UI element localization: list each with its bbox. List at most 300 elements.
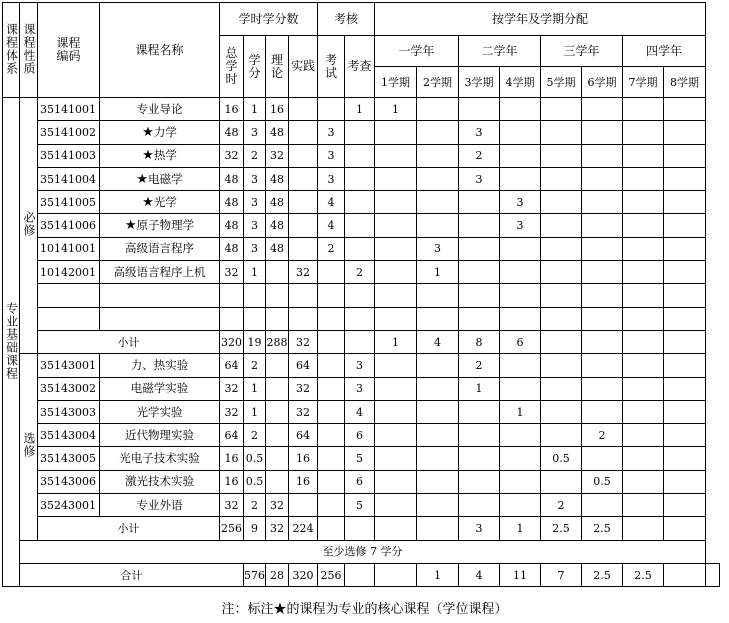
total-hours: 16 <box>220 470 244 493</box>
blank-cell <box>289 307 318 330</box>
check-term: 2 <box>345 261 375 284</box>
practice-hours: 32 <box>289 377 318 400</box>
subtotal-term-7 <box>623 330 664 353</box>
course-term-8 <box>664 214 706 237</box>
course-term-7 <box>623 494 664 517</box>
credits: 2 <box>244 144 266 167</box>
credits: 0.5 <box>244 470 266 493</box>
course-code: 35143002 <box>38 377 100 400</box>
theory-hours: 16 <box>266 98 289 121</box>
course-name <box>100 191 220 214</box>
header-check: 考查 <box>345 36 375 98</box>
table-row <box>3 237 720 260</box>
theory-hours: 32 <box>266 144 289 167</box>
header-year-1: 一学年 <box>375 36 459 67</box>
course-term-3 <box>459 447 500 470</box>
course-term-5 <box>541 214 582 237</box>
credits: 2 <box>244 494 266 517</box>
check-term: 6 <box>345 424 375 447</box>
course-name-text: 高级语言程序 <box>125 241 194 256</box>
blank-row <box>3 284 720 307</box>
table-row <box>3 354 720 377</box>
subtotal-term-3: 8 <box>459 330 500 353</box>
course-code: 35143005 <box>38 447 100 470</box>
course-term-7 <box>623 470 664 493</box>
header-year-2: 二学年 <box>459 36 541 67</box>
table-row <box>3 191 720 214</box>
exam-term: 3 <box>318 121 345 144</box>
theory-hours <box>266 377 289 400</box>
course-term-3: 3 <box>459 121 500 144</box>
check-term: 3 <box>345 377 375 400</box>
blank-cell <box>220 307 244 330</box>
header-term-7: 7学期 <box>623 67 664 98</box>
subtotal-check <box>345 330 375 353</box>
blank-cell <box>375 284 417 307</box>
check-term <box>345 237 375 260</box>
blank-cell <box>345 284 375 307</box>
course-term-4 <box>500 144 541 167</box>
course-code: 35141004 <box>38 167 100 190</box>
total-hours: 48 <box>220 237 244 260</box>
header-assessment: 考核 <box>318 3 375 36</box>
exam-term: 3 <box>318 167 345 190</box>
table-row <box>3 144 720 167</box>
header-term-8: 8学期 <box>664 67 706 98</box>
credits: 2 <box>244 354 266 377</box>
course-name <box>100 98 220 121</box>
course-name <box>100 144 220 167</box>
exam-term <box>318 354 345 377</box>
blank-cell <box>500 307 541 330</box>
theory-hours <box>266 424 289 447</box>
course-term-6 <box>582 121 623 144</box>
course-term-8 <box>664 261 706 284</box>
course-term-6 <box>582 98 623 121</box>
practice-hours <box>289 167 318 190</box>
course-term-7 <box>623 98 664 121</box>
course-table-container <box>2 2 720 587</box>
course-term-2 <box>417 424 459 447</box>
course-term-6 <box>582 447 623 470</box>
blank-cell <box>664 284 706 307</box>
check-term <box>345 167 375 190</box>
course-term-6 <box>582 191 623 214</box>
footnote: 注：标注★的课程为专业的核心课程（学位课程） <box>221 602 508 617</box>
course-term-6 <box>582 494 623 517</box>
course-term-2 <box>417 214 459 237</box>
course-term-2 <box>417 98 459 121</box>
required-label-text: 必修 <box>22 211 36 238</box>
credits: 1 <box>244 377 266 400</box>
table-row <box>3 214 720 237</box>
course-term-5: 2 <box>541 494 582 517</box>
practice-hours <box>289 494 318 517</box>
exam-term <box>318 261 345 284</box>
course-term-8 <box>664 400 706 423</box>
header-name: 课程名称 <box>100 3 220 98</box>
total-hours: 48 <box>220 191 244 214</box>
course-name: 电磁学实验 <box>100 377 220 400</box>
header-term-3: 3学期 <box>459 67 500 98</box>
practice-hours: 64 <box>289 354 318 377</box>
course-term-8 <box>664 354 706 377</box>
course-term-3: 2 <box>459 354 500 377</box>
practice-hours: 32 <box>289 400 318 423</box>
course-term-8 <box>664 167 706 190</box>
subtotal-term-1: 1 <box>375 330 417 353</box>
header-year-3: 三学年 <box>541 36 623 67</box>
table-row <box>3 98 720 121</box>
course-code: 10142001 <box>38 261 100 284</box>
course-name: 专业外语 <box>100 494 220 517</box>
course-term-1 <box>375 191 417 214</box>
course-term-4: 3 <box>500 191 541 214</box>
course-term-1 <box>375 121 417 144</box>
course-term-1 <box>375 424 417 447</box>
check-term: 1 <box>345 98 375 121</box>
exam-term <box>318 424 345 447</box>
table-row <box>3 447 720 470</box>
course-term-4 <box>500 121 541 144</box>
subtotal-total-hours: 256 <box>220 517 244 540</box>
subtotal-label: 小计 <box>38 330 220 353</box>
grand-total-term-4: 7 <box>541 563 582 586</box>
grand-total-term-7 <box>664 563 706 586</box>
course-code: 35143003 <box>38 400 100 423</box>
course-term-5 <box>541 98 582 121</box>
header-year-4: 四学年 <box>623 36 706 67</box>
practice-hours: 64 <box>289 424 318 447</box>
subtotal-term-1 <box>375 517 417 540</box>
course-term-1 <box>375 354 417 377</box>
course-term-8 <box>664 237 706 260</box>
core-star-icon: ★ <box>136 171 149 187</box>
course-name: 力、热实验 <box>100 354 220 377</box>
course-term-8 <box>664 121 706 144</box>
course-term-1 <box>375 470 417 493</box>
blank-cell <box>541 284 582 307</box>
blank-cell <box>318 284 345 307</box>
course-term-4 <box>500 470 541 493</box>
total-hours: 32 <box>220 494 244 517</box>
course-plan-table <box>2 2 720 587</box>
practice-hours <box>289 214 318 237</box>
practice-hours: 16 <box>289 447 318 470</box>
course-term-1 <box>375 261 417 284</box>
subtotal-practice: 224 <box>289 517 318 540</box>
credits: 0.5 <box>244 447 266 470</box>
course-term-8 <box>664 98 706 121</box>
course-name <box>100 214 220 237</box>
grand-total-term-8 <box>706 563 720 586</box>
table-row <box>3 261 720 284</box>
subtotal-term-2 <box>417 517 459 540</box>
course-term-3 <box>459 98 500 121</box>
header-system: 课程体系 <box>3 3 20 98</box>
total-hours: 48 <box>220 167 244 190</box>
check-term: 3 <box>345 354 375 377</box>
course-name <box>100 121 220 144</box>
header-term-4: 4学期 <box>500 67 541 98</box>
blank-cell <box>38 284 100 307</box>
credits: 2 <box>244 424 266 447</box>
header-nature: 课程性质 <box>20 3 38 98</box>
course-term-7 <box>623 237 664 260</box>
course-term-7 <box>623 191 664 214</box>
course-term-7 <box>623 167 664 190</box>
theory-hours: 32 <box>266 494 289 517</box>
exam-term: 3 <box>318 144 345 167</box>
total-hours: 48 <box>220 214 244 237</box>
subtotal-term-6: 2.5 <box>582 517 623 540</box>
total-hours: 48 <box>220 121 244 144</box>
header-credits: 学分 <box>244 36 266 98</box>
course-term-6 <box>582 237 623 260</box>
elective-label-text: 选修 <box>22 432 36 459</box>
grand-total-label: 合计 <box>20 563 244 586</box>
required-label <box>20 98 38 354</box>
header-theory: 理论 <box>266 36 289 98</box>
course-term-4 <box>500 377 541 400</box>
course-name-text: 电磁学 <box>148 171 183 186</box>
course-name-text: 热学 <box>153 148 177 163</box>
grand-total-practice: 256 <box>318 563 345 586</box>
course-code: 35141006 <box>38 214 100 237</box>
course-term-2 <box>417 377 459 400</box>
course-term-3 <box>459 494 500 517</box>
course-term-7 <box>623 121 664 144</box>
course-name: 光电子技术实验 <box>100 447 220 470</box>
header-term-2: 2学期 <box>417 67 459 98</box>
header-practice: 实践 <box>289 36 318 98</box>
total-hours: 16 <box>220 447 244 470</box>
course-term-6 <box>582 354 623 377</box>
theory-hours: 48 <box>266 121 289 144</box>
subtotal-total-hours: 320 <box>220 330 244 353</box>
grand-total-term-6: 2.5 <box>623 563 664 586</box>
course-code: 35141002 <box>38 121 100 144</box>
course-term-5 <box>541 377 582 400</box>
course-term-3 <box>459 470 500 493</box>
blank-cell <box>417 284 459 307</box>
subtotal-term-4: 6 <box>500 330 541 353</box>
course-name <box>100 237 220 260</box>
course-term-5 <box>541 400 582 423</box>
theory-hours <box>266 354 289 377</box>
table-row <box>3 121 720 144</box>
course-term-6 <box>582 261 623 284</box>
subtotal-exam <box>318 517 345 540</box>
total-hours: 64 <box>220 354 244 377</box>
credits: 1 <box>244 261 266 284</box>
check-term: 4 <box>345 400 375 423</box>
grand-total-row <box>3 563 720 586</box>
header-term-6: 6学期 <box>582 67 623 98</box>
subtotal-check <box>345 517 375 540</box>
subtotal-term-4: 1 <box>500 517 541 540</box>
blank-cell <box>38 307 100 330</box>
course-name-text: 专业导论 <box>136 101 183 116</box>
subtotal-term-3: 3 <box>459 517 500 540</box>
core-star-icon: ★ <box>142 148 154 164</box>
grand-total-check <box>375 563 417 586</box>
system-label-text: 专业基础课程 <box>4 301 19 380</box>
course-code: 35143001 <box>38 354 100 377</box>
course-term-6: 0.5 <box>582 470 623 493</box>
grand-total-term-5: 2.5 <box>582 563 623 586</box>
course-term-3 <box>459 424 500 447</box>
course-code: 35143006 <box>38 470 100 493</box>
course-term-3 <box>459 191 500 214</box>
blank-cell <box>541 307 582 330</box>
blank-cell <box>345 307 375 330</box>
exam-term <box>318 377 345 400</box>
core-star-icon: ★ <box>142 124 154 140</box>
course-term-2 <box>417 470 459 493</box>
blank-cell <box>459 307 500 330</box>
exam-term <box>318 98 345 121</box>
blank-cell <box>266 307 289 330</box>
credits: 3 <box>244 237 266 260</box>
course-name <box>100 261 220 284</box>
theory-hours: 48 <box>266 214 289 237</box>
course-term-4 <box>500 424 541 447</box>
blank-cell <box>582 307 623 330</box>
total-hours: 32 <box>220 400 244 423</box>
course-term-6 <box>582 167 623 190</box>
course-name-text: 原子物理学 <box>136 218 195 233</box>
course-term-7 <box>623 400 664 423</box>
blank-cell <box>375 307 417 330</box>
check-term: 6 <box>345 470 375 493</box>
course-term-7 <box>623 144 664 167</box>
check-term: 5 <box>345 447 375 470</box>
blank-cell <box>100 284 220 307</box>
header-code: 课程编码 <box>38 3 100 98</box>
course-term-3: 1 <box>459 377 500 400</box>
course-term-4 <box>500 494 541 517</box>
course-term-2: 3 <box>417 237 459 260</box>
theory-hours <box>266 400 289 423</box>
subtotal-term-2: 4 <box>417 330 459 353</box>
course-term-3 <box>459 400 500 423</box>
grand-total-term-2: 4 <box>459 563 500 586</box>
course-term-8 <box>664 144 706 167</box>
course-code: 35141005 <box>38 191 100 214</box>
table-row <box>3 470 720 493</box>
course-term-7 <box>623 377 664 400</box>
course-term-2 <box>417 354 459 377</box>
practice-hours <box>289 121 318 144</box>
course-term-2 <box>417 167 459 190</box>
course-term-2: 1 <box>417 261 459 284</box>
header-distribution: 按学年及学期分配 <box>375 3 706 36</box>
course-term-4: 3 <box>500 214 541 237</box>
practice-hours: 32 <box>289 261 318 284</box>
practice-hours <box>289 191 318 214</box>
check-term: 5 <box>345 494 375 517</box>
blank-cell <box>623 284 664 307</box>
check-term <box>345 214 375 237</box>
total-hours: 32 <box>220 144 244 167</box>
system-label <box>3 98 20 587</box>
total-hours: 16 <box>220 98 244 121</box>
theory-hours <box>266 447 289 470</box>
blank-cell <box>318 307 345 330</box>
exam-term <box>318 447 345 470</box>
course-term-5 <box>541 144 582 167</box>
course-name: 激光技术实验 <box>100 470 220 493</box>
blank-cell <box>289 284 318 307</box>
course-code: 10141001 <box>38 237 100 260</box>
table-row <box>3 167 720 190</box>
course-term-4 <box>500 354 541 377</box>
credits: 3 <box>244 191 266 214</box>
subtotal-credits: 19 <box>244 330 266 353</box>
subtotal-theory: 32 <box>266 517 289 540</box>
course-term-6 <box>582 214 623 237</box>
course-term-2 <box>417 121 459 144</box>
theory-hours <box>266 261 289 284</box>
practice-hours <box>289 237 318 260</box>
table-body <box>3 3 720 587</box>
course-term-5: 0.5 <box>541 447 582 470</box>
course-term-6 <box>582 377 623 400</box>
required-subtotal-row <box>3 330 720 353</box>
course-name-text: 力学 <box>153 124 177 139</box>
course-term-1 <box>375 447 417 470</box>
subtotal-term-6 <box>582 330 623 353</box>
table-row <box>3 400 720 423</box>
course-term-1 <box>375 377 417 400</box>
practice-hours: 16 <box>289 470 318 493</box>
header-term-1: 1学期 <box>375 67 417 98</box>
course-term-3: 2 <box>459 144 500 167</box>
course-term-1 <box>375 237 417 260</box>
course-term-3 <box>459 261 500 284</box>
exam-term <box>318 494 345 517</box>
total-hours: 32 <box>220 261 244 284</box>
theory-hours <box>266 470 289 493</box>
course-term-6: 2 <box>582 424 623 447</box>
course-name-text: 光学 <box>153 194 177 209</box>
grand-total-theory: 320 <box>289 563 318 586</box>
course-term-1 <box>375 214 417 237</box>
practice-hours <box>289 98 318 121</box>
check-term <box>345 191 375 214</box>
course-code: 35141001 <box>38 98 100 121</box>
header-exam: 考试 <box>318 36 345 98</box>
blank-cell <box>500 284 541 307</box>
credits: 3 <box>244 214 266 237</box>
exam-term <box>318 400 345 423</box>
min-elective-row <box>3 540 720 563</box>
credits: 1 <box>244 400 266 423</box>
subtotal-term-5 <box>541 330 582 353</box>
course-term-2 <box>417 494 459 517</box>
course-term-6 <box>582 144 623 167</box>
course-term-2 <box>417 191 459 214</box>
course-term-4 <box>500 261 541 284</box>
elective-subtotal-row <box>3 517 720 540</box>
subtotal-exam <box>318 330 345 353</box>
subtotal-term-8 <box>664 330 706 353</box>
blank-cell <box>100 307 220 330</box>
exam-term: 2 <box>318 237 345 260</box>
course-name: 近代物理实验 <box>100 424 220 447</box>
course-term-5 <box>541 167 582 190</box>
